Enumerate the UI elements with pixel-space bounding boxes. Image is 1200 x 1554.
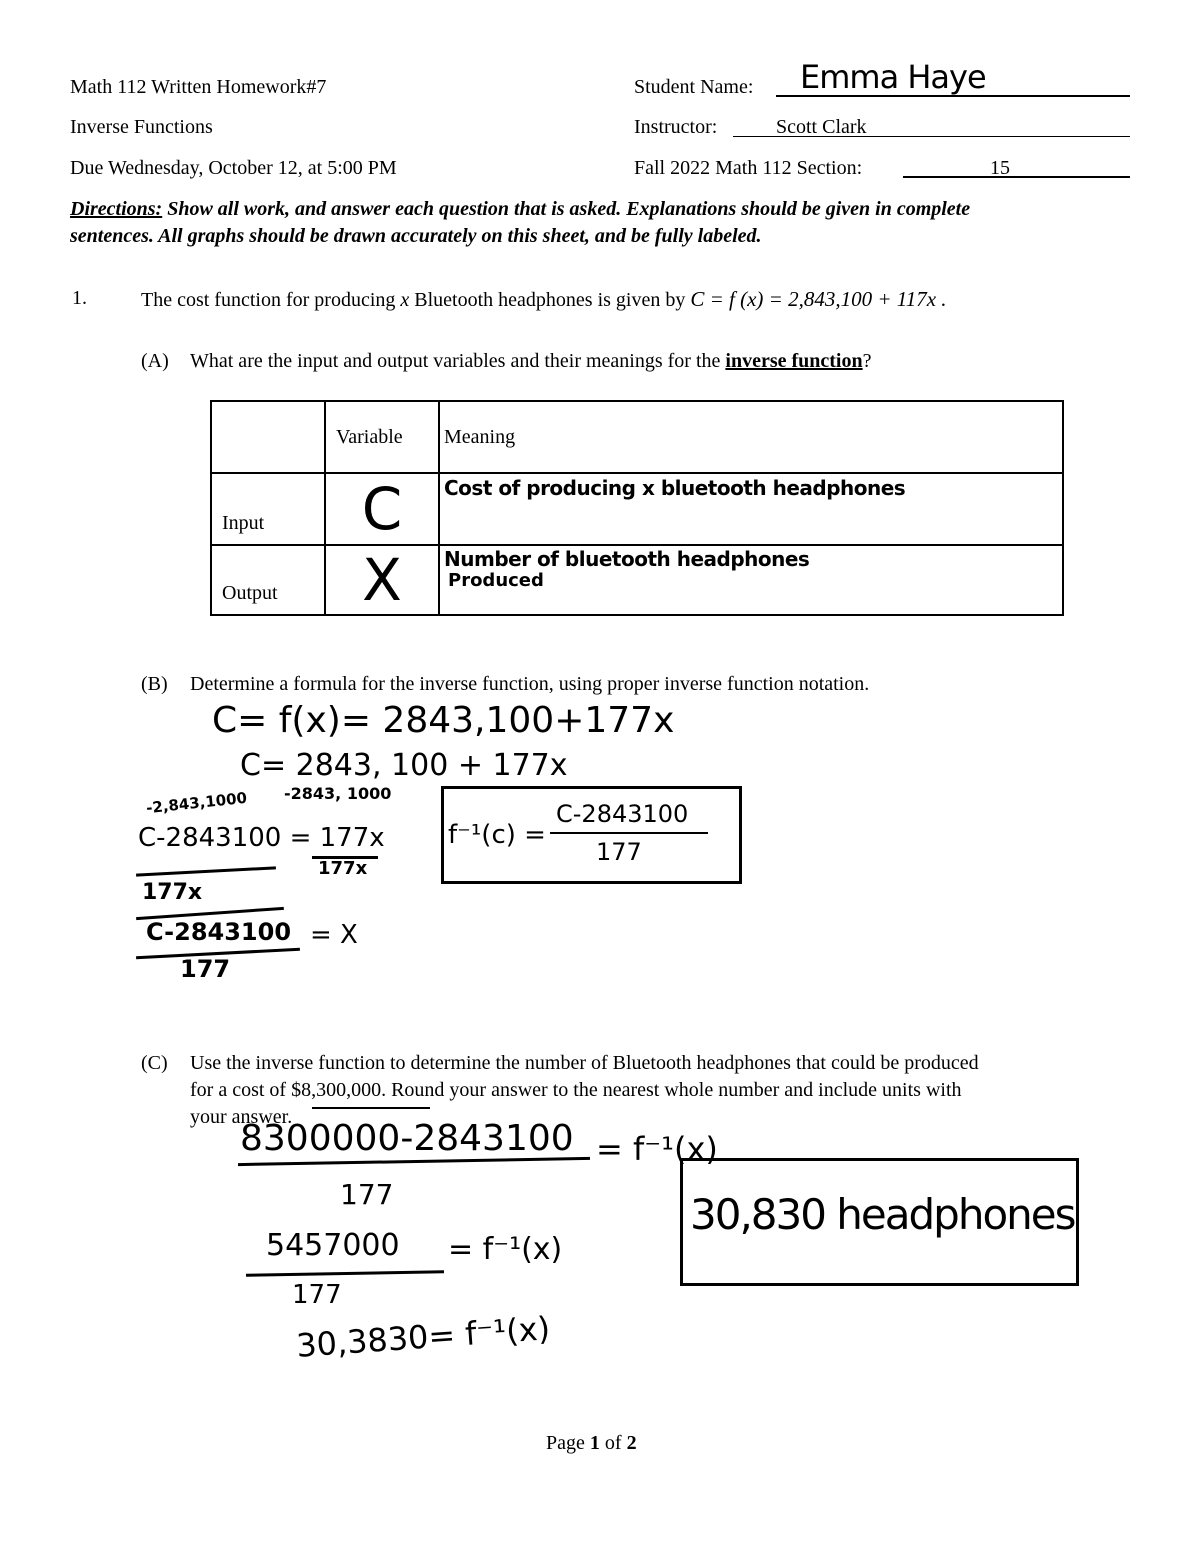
part-b-answer-num: C-2843100 — [556, 800, 689, 828]
work-c-line-1-den: 177 — [340, 1178, 394, 1211]
directions-text-1: Show all work, and answer each question that is asked. Explanations should be given in complete — [167, 198, 971, 220]
part-b-question: Determine a formula for the inverse function, using proper inverse function notation. — [190, 673, 870, 695]
instructor-label: Instructor: — [634, 116, 718, 138]
part-a-text: What are the input and output variables and their meanings for the — [190, 350, 726, 372]
part-c-label: (C) — [141, 1052, 168, 1074]
work-b-line-4-den: 177x — [318, 858, 368, 879]
cost-formula: C = f (x) = 2,843,100 + 117x . — [690, 287, 947, 311]
section-label: Fall 2022 Math 112 Section: — [634, 157, 863, 179]
part-a-emphasis: inverse function — [725, 350, 863, 372]
table-header-row — [211, 401, 1063, 473]
instructor-value: Scott Clark — [776, 116, 867, 138]
work-b-line-1: C= f(x)= 2843,100+177x — [212, 700, 675, 741]
meaning-header: Meaning — [439, 401, 1063, 473]
question-number: 1. — [72, 287, 87, 309]
work-c-line-3: 30,3830= f⁻¹(x) — [294, 1309, 552, 1365]
directions-line-1 — [70, 198, 970, 221]
work-b-line-6-num: C-2843100 — [146, 918, 292, 946]
part-c-question-line-1: Use the inverse function to determine the number of Bluetooth headphones that could be produced — [190, 1052, 979, 1074]
topic-title: Inverse Functions — [70, 116, 213, 138]
work-b-line-6-eq: = X — [310, 920, 358, 950]
prompt-variable: x — [400, 289, 410, 311]
work-b-line-3b: -2843, 1000 — [284, 784, 392, 803]
work-c-line-2-den: 177 — [292, 1280, 342, 1310]
cost-underline-mark — [312, 1107, 430, 1109]
work-c-fraction-bar-2 — [246, 1270, 444, 1276]
due-date: Due Wednesday, October 12, at 5:00 PM — [70, 157, 397, 179]
directions-label: Directions: — [70, 198, 163, 220]
part-a-label: (A) — [141, 350, 169, 372]
input-variable: C — [325, 473, 439, 545]
course-title: Math 112 Written Homework#7 — [70, 76, 327, 98]
student-name-label: Student Name: — [634, 76, 754, 98]
part-a-tail: ? — [862, 350, 872, 372]
output-variable: X — [325, 545, 439, 615]
input-label: Input — [211, 473, 325, 545]
work-c-line-2-num: 5457000 — [266, 1228, 400, 1263]
work-b-line-3a: -2,843,1000 — [145, 788, 248, 818]
work-b-line-6-den: 177 — [180, 955, 231, 983]
work-b-line-2: C= 2843, 100 + 177x — [240, 748, 568, 783]
variable-header: Variable — [325, 401, 439, 473]
prompt-tail: Bluetooth headphones is given by — [409, 289, 691, 311]
section-line — [903, 176, 1130, 178]
work-c-line-1-eq: = f⁻¹(x) — [596, 1130, 718, 1168]
part-c-question-line-3: your answer. — [190, 1106, 293, 1128]
table-row — [211, 473, 1063, 545]
part-b-answer-lhs: f⁻¹(c) = — [448, 820, 546, 850]
page-number: Page 1 of 2 — [546, 1432, 637, 1454]
work-b-fraction-bar-1 — [136, 866, 276, 876]
work-b-line-5: 177x — [142, 880, 203, 905]
part-b-label: (B) — [141, 673, 168, 695]
table-corner-cell — [211, 401, 325, 473]
prompt-text: The cost function for producing — [141, 289, 401, 311]
student-name-value: Emma Haye — [800, 58, 986, 96]
work-c-line-2-eq: = f⁻¹(x) — [448, 1232, 563, 1267]
directions-line-2: sentences. All graphs should be drawn accurately on this sheet, and be fully labeled. — [70, 225, 762, 247]
part-b-answer-den: 177 — [596, 838, 642, 866]
part-c-answer: 30,830 headphones — [690, 1190, 1075, 1239]
output-label: Output — [211, 545, 325, 615]
question-prompt — [141, 287, 947, 312]
table-row — [211, 545, 1063, 615]
work-b-line-4-num: C-2843100 = 177x — [138, 823, 385, 853]
input-meaning: Cost of producing x bluetooth headphones — [439, 473, 1063, 545]
work-c-line-1-num: 8300000-2843100 — [240, 1118, 574, 1159]
part-b-answer-bar — [550, 832, 708, 834]
part-c-question-line-2: for a cost of $8,300,000. Round your answer to the nearest whole number and include units with — [190, 1079, 962, 1101]
section-value: 15 — [990, 157, 1010, 179]
variables-table — [210, 400, 1064, 616]
output-meaning: Number of bluetooth headphones Produced — [439, 545, 1063, 615]
part-a-question — [190, 350, 872, 373]
